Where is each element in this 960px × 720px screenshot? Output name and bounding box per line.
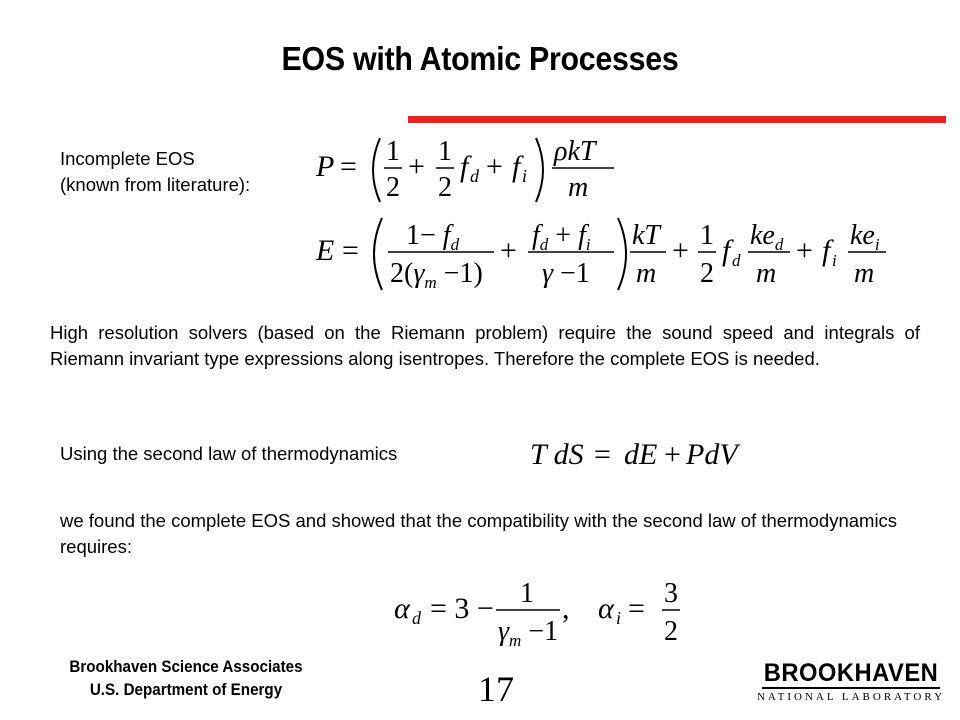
svg-text:=: =	[342, 234, 359, 267]
svg-text:i: i	[616, 608, 622, 628]
svg-text:PdV: PdV	[686, 438, 738, 471]
second-law-equation	[528, 432, 758, 474]
svg-text:ρkT: ρkT	[554, 136, 596, 167]
riemann-solver-paragraph: High resolution solvers (based on the Riemann problem) require the sound speed and integrals of Riemann invariant type expressions along isentropes. Therefore the complete EOS is needed.	[50, 322, 920, 369]
svg-text:dE: dE	[624, 438, 658, 471]
svg-text:2: 2	[700, 258, 714, 289]
slide-title: EOS with Atomic Processes	[281, 40, 679, 77]
svg-text:E: E	[316, 234, 335, 267]
alpha-equations	[392, 572, 692, 650]
svg-text:+: +	[486, 150, 503, 183]
svg-text:+: +	[672, 234, 689, 267]
energy-equation	[314, 212, 894, 296]
svg-text:+: +	[796, 234, 813, 267]
svg-text:i: i	[522, 166, 528, 186]
svg-text:1: 1	[438, 136, 452, 167]
svg-text:m: m	[756, 258, 777, 289]
svg-text:1: 1	[386, 136, 400, 167]
svg-text:2: 2	[664, 616, 678, 647]
svg-text:2(γm −1): $2(\gamma_m -1)$	[390, 258, 483, 292]
svg-text:m: m	[568, 172, 589, 203]
svg-text:m: m	[636, 258, 657, 289]
second-law-label: Using the second law of thermodynamics	[60, 443, 398, 464]
svg-text:i: i	[832, 251, 837, 270]
svg-text:γ −1: γ −1	[542, 258, 590, 289]
svg-text:P: P	[316, 150, 335, 183]
svg-text:+: +	[664, 438, 681, 471]
svg-text:kT: kT	[632, 220, 660, 251]
svg-text:2: 2	[386, 172, 400, 203]
svg-text:2: 2	[438, 172, 452, 203]
svg-text:=: =	[340, 150, 357, 183]
svg-text:f: f	[822, 234, 831, 267]
svg-text:+: +	[408, 150, 425, 183]
complete-eos-result-text: we found the complete EOS and showed that the compatibility with the second law of thermodynamics requires:	[60, 510, 898, 557]
svg-text:d: d	[412, 608, 421, 628]
svg-text:f: f	[512, 150, 521, 183]
svg-text:d: d	[732, 251, 741, 270]
svg-text:=: =	[628, 592, 645, 625]
svg-text:α: α	[394, 592, 410, 625]
page-number: 17	[478, 669, 514, 709]
svg-text:T dS: T dS	[530, 438, 584, 471]
svg-text:1− fd: $1- f_d$	[406, 220, 460, 254]
svg-text:1: 1	[700, 220, 714, 251]
svg-text:=: =	[594, 438, 611, 471]
footer-org-line1: Brookhaven Science Associates	[69, 658, 303, 676]
title-divider-bar	[408, 116, 946, 123]
logo-wordmark: BROOKHAVEN	[763, 659, 939, 687]
svg-text:,: ,	[562, 592, 570, 625]
svg-text:kei: $ke_i$	[850, 220, 880, 254]
svg-text:γm −1: $\gamma_m -1$	[498, 616, 559, 650]
svg-text:f: f	[460, 150, 469, 183]
incomplete-eos-label-line1: Incomplete EOS	[60, 148, 195, 169]
incomplete-eos-label-line2: (known from literature):	[60, 174, 251, 195]
svg-text:3: 3	[664, 578, 678, 609]
svg-text:ked: $ke_d$	[750, 220, 784, 254]
svg-text:+: +	[500, 234, 517, 267]
svg-text:α: α	[598, 592, 614, 625]
logo-subtitle: NATIONAL LABORATORY	[756, 691, 946, 703]
pressure-equation	[314, 130, 634, 210]
svg-text:f: f	[722, 234, 731, 267]
footer-organization	[59, 656, 313, 702]
svg-text:m: m	[854, 258, 875, 289]
svg-text:d: d	[470, 166, 479, 186]
footer-org-line2: U.S. Department of Energy	[89, 681, 283, 699]
svg-text:1: 1	[520, 578, 534, 609]
svg-text:fd + fi: $f_d + f_i$	[532, 220, 591, 254]
brookhaven-logo	[756, 660, 946, 704]
logo-rule	[762, 687, 940, 689]
svg-text:= 3 −: = 3 −	[430, 592, 494, 625]
